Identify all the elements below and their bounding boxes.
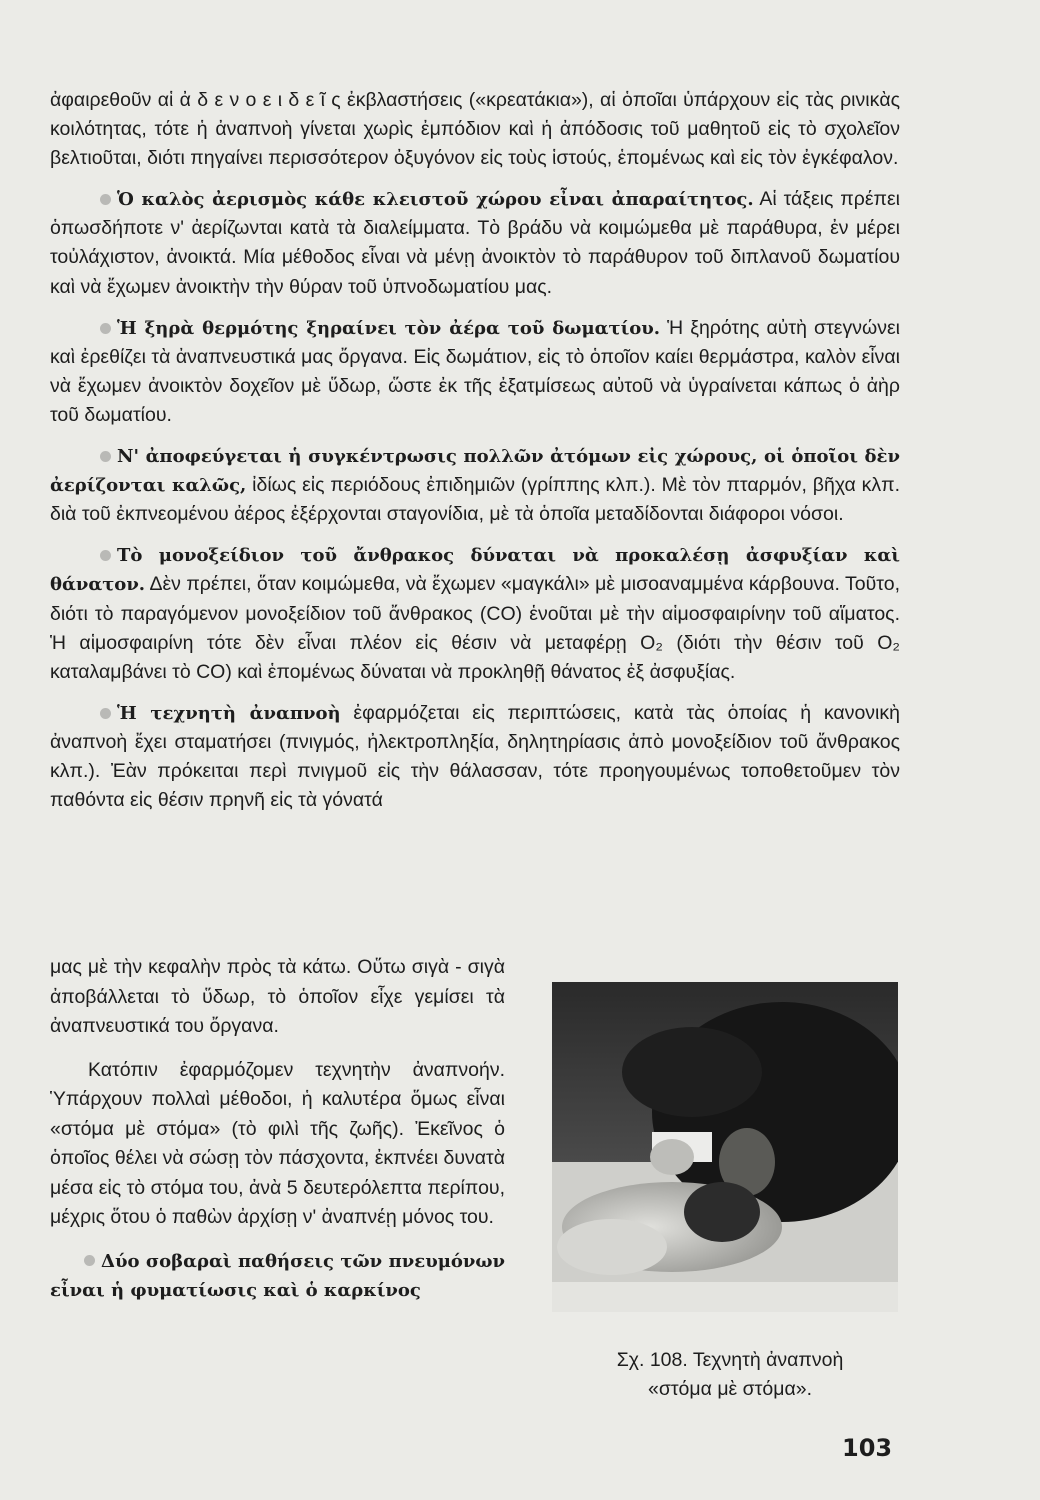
paragraph-artificial-respiration-cont: μας μὲ τὴν κεφαλὴν πρὸς τὰ κάτω. Οὕτω σιγὰ - σιγὰ ἀποβάλλεται τὸ ὕδωρ, τὸ ὁποῖον εἶχε γεμίσει τὰ ἀναπνευστικά του ὄργανα. — [50, 956, 505, 1037]
paragraph-artificial-respiration: Ἡ τεχνητὴ ἀναπνοὴ ἐφαρμόζεται εἰς περιπτώσεις, κατὰ τὰς ὁποίας ἡ κανονικὴ ἀναπνοὴ ἔχει σταματήσει (πνιγμός, ἠλεκτροπληξία, δηλητηρίασις ἀπὸ μονοξείδιον τοῦ ἄνθρακος κλπ.). Ἐὰν πρόκειται περὶ πνιγμοῦ εἰς τὴν θάλασσαν, τότε προηγουμένως τοποθετοῦμεν τὸν παθόντα εἰς θέσιν πρηνῆ εἰς τὰ γόνατά — [50, 701, 900, 812]
paragraph-carbon-monoxide: Τὸ μονοξείδιον τοῦ ἄνθρακος δύναται νὰ προκαλέσῃ ἀσφυξίαν καὶ θάνατον. Δὲν πρέπει, ὅταν κοιμώμεθα, νὰ ἔχωμεν «μαγκάλι» μὲ μισοαναμμένα κάρβουνα. Τοῦτο, διότι τὸ παραγόμενον μονοξείδιον τοῦ ἄνθρακος (CO) ἑνοῦται μὲ τὴν αἱμοσφαιρίνην τοῦ αἵματος. Ἡ αἱμοσφαιρίνη τότε δὲν εἶναι πλέον εἰς θέσιν νὰ μεταφέρῃ O₂ (διότι τὴν θέσιν τοῦ O₂ καταλαμβάνει τὸ CO) καὶ ἑπομένως δύναται νὰ προκληθῇ θάνατος ἐξ ἀσφυξίας. — [50, 545, 900, 683]
narrow-column — [50, 953, 505, 1306]
bullet-icon — [100, 323, 111, 334]
mouth-to-mouth-photo-image — [552, 982, 898, 1312]
bullet-icon — [100, 550, 111, 561]
figure-caption: Σχ. 108. Τεχνητὴ ἀναπνοὴ «στόμα μὲ στόμα». — [616, 1349, 844, 1400]
paragraph-dry-heat: Ἡ ξηρὰ θερμότης ξηραίνει τὸν ἀέρα τοῦ δωματίου. Ἡ ξηρότης αὐτὴ στεγνώνει καὶ ἐρεθίζει τὰ ἀναπνευστικά μας ὄργανα. Εἰς δωμάτιον, εἰς τὸ ὁποῖον καίει θερμάστρα, καλὸν εἶναι νὰ ἔχωμεν ἀνοικτὸν δοχεῖον μὲ ὕδωρ, ὥστε ἐκ τῆς ἐξατμίσεως αὐτοῦ νὰ ὑγραίνεται κάπως ὁ ἀὴρ τοῦ δωματίου. — [50, 316, 900, 426]
paragraph-crowding: Ν' ἀποφεύγεται ἡ συγκέντρωσις πολλῶν ἀτόμων εἰς χώρους, οἱ ὁποῖοι δὲν ἀερίζονται καλῶς, ἰδίως εἰς περιόδους ἐπιδημιῶν (γρίππης κλπ.). Μὲ τὸν πταρμόν, βῆχα κλπ. διὰ τοῦ ἐκπνεομένου ἀέρος ἐξέρχονται σταγονίδια, μὲ τὰ ὁποῖα μεταδίδονται διάφοροι νόσοι. — [50, 446, 901, 526]
main-text — [50, 86, 900, 815]
figure-photo — [552, 982, 898, 1312]
bullet-icon — [100, 194, 111, 205]
paragraph-lung-diseases: Δύο σοβαραὶ παθήσεις τῶν πνευμόνων εἶναι ἡ φυματίωσις καὶ ὁ καρκίνος — [50, 1250, 505, 1301]
paragraph-ventilation: Ὁ καλὸς ἀερισμὸς κάθε κλειστοῦ χώρου εἶναι ἀπαραίτητος. Αἱ τάξεις πρέπει ὁπωσδήποτε ν' ἀερίζωνται κατὰ τὰ διαλείμματα. Τὸ βράδυ νὰ κοιμώμεθα μὲ παράθυρα, ἐν μέρει τοὐλάχιστον, ἀνοικτά. Μία μέθοδος εἶναι νὰ μένῃ ἀνοικτὸν τὸ παράθυρον τοῦ διπλανοῦ δωματίου καὶ νὰ ἔχωμεν ἀνοικτὴν τὴν θύραν τοῦ ὑπνοδωματίου μας. — [50, 188, 900, 298]
page-number: 103 — [842, 1434, 893, 1462]
bullet-icon — [84, 1255, 95, 1266]
paragraph-adenoids: ἀφαιρεθοῦν αἱ ἀ δ ε ν ο ε ι δ ε ῖ ς ἐκβλαστήσεις («κρεατάκια»), αἱ ὁποῖαι ὑπάρχουν εἰς τὰς ρινικὰς κοιλότητας, τότε ἡ ἀναπνοὴ γίνεται χωρὶς ἐμπόδιον καὶ ἡ ἀπόδοσις τοῦ μαθητοῦ εἰς τὸ σχολεῖον βελτιοῦται, διότι πηγαίνει περισσότερον ὀξυγόνον εἰς τοὺς ἱστούς, ἑπομένως καὶ εἰς τὸν ἐγκέφαλον. — [50, 89, 900, 170]
bullet-icon — [100, 451, 111, 462]
paragraph-mouth-to-mouth: Κατόπιν ἐφαρμόζομεν τεχνητὴν ἀναπνοήν. Ὑπάρχουν πολλαὶ μέθοδοι, ἡ καλυτέρα ὅμως εἶναι «στόμα μὲ στόμα» (τὸ φιλὶ τῆς ζωῆς). Ἐκεῖνος ὁ ὁποῖος θέλει νὰ σώσῃ τὸν πάσχοντα, ἐκπνέει δυνατὰ μέσα εἰς τὸ στόμα του, ἀνὰ 5 δευτερόλεπτα περίπου, μέχρις ὅτου ὁ παθὼν ἀρχίσῃ ν' ἀναπνέῃ μόνος του. — [50, 1058, 505, 1228]
bullet-icon — [100, 708, 111, 719]
